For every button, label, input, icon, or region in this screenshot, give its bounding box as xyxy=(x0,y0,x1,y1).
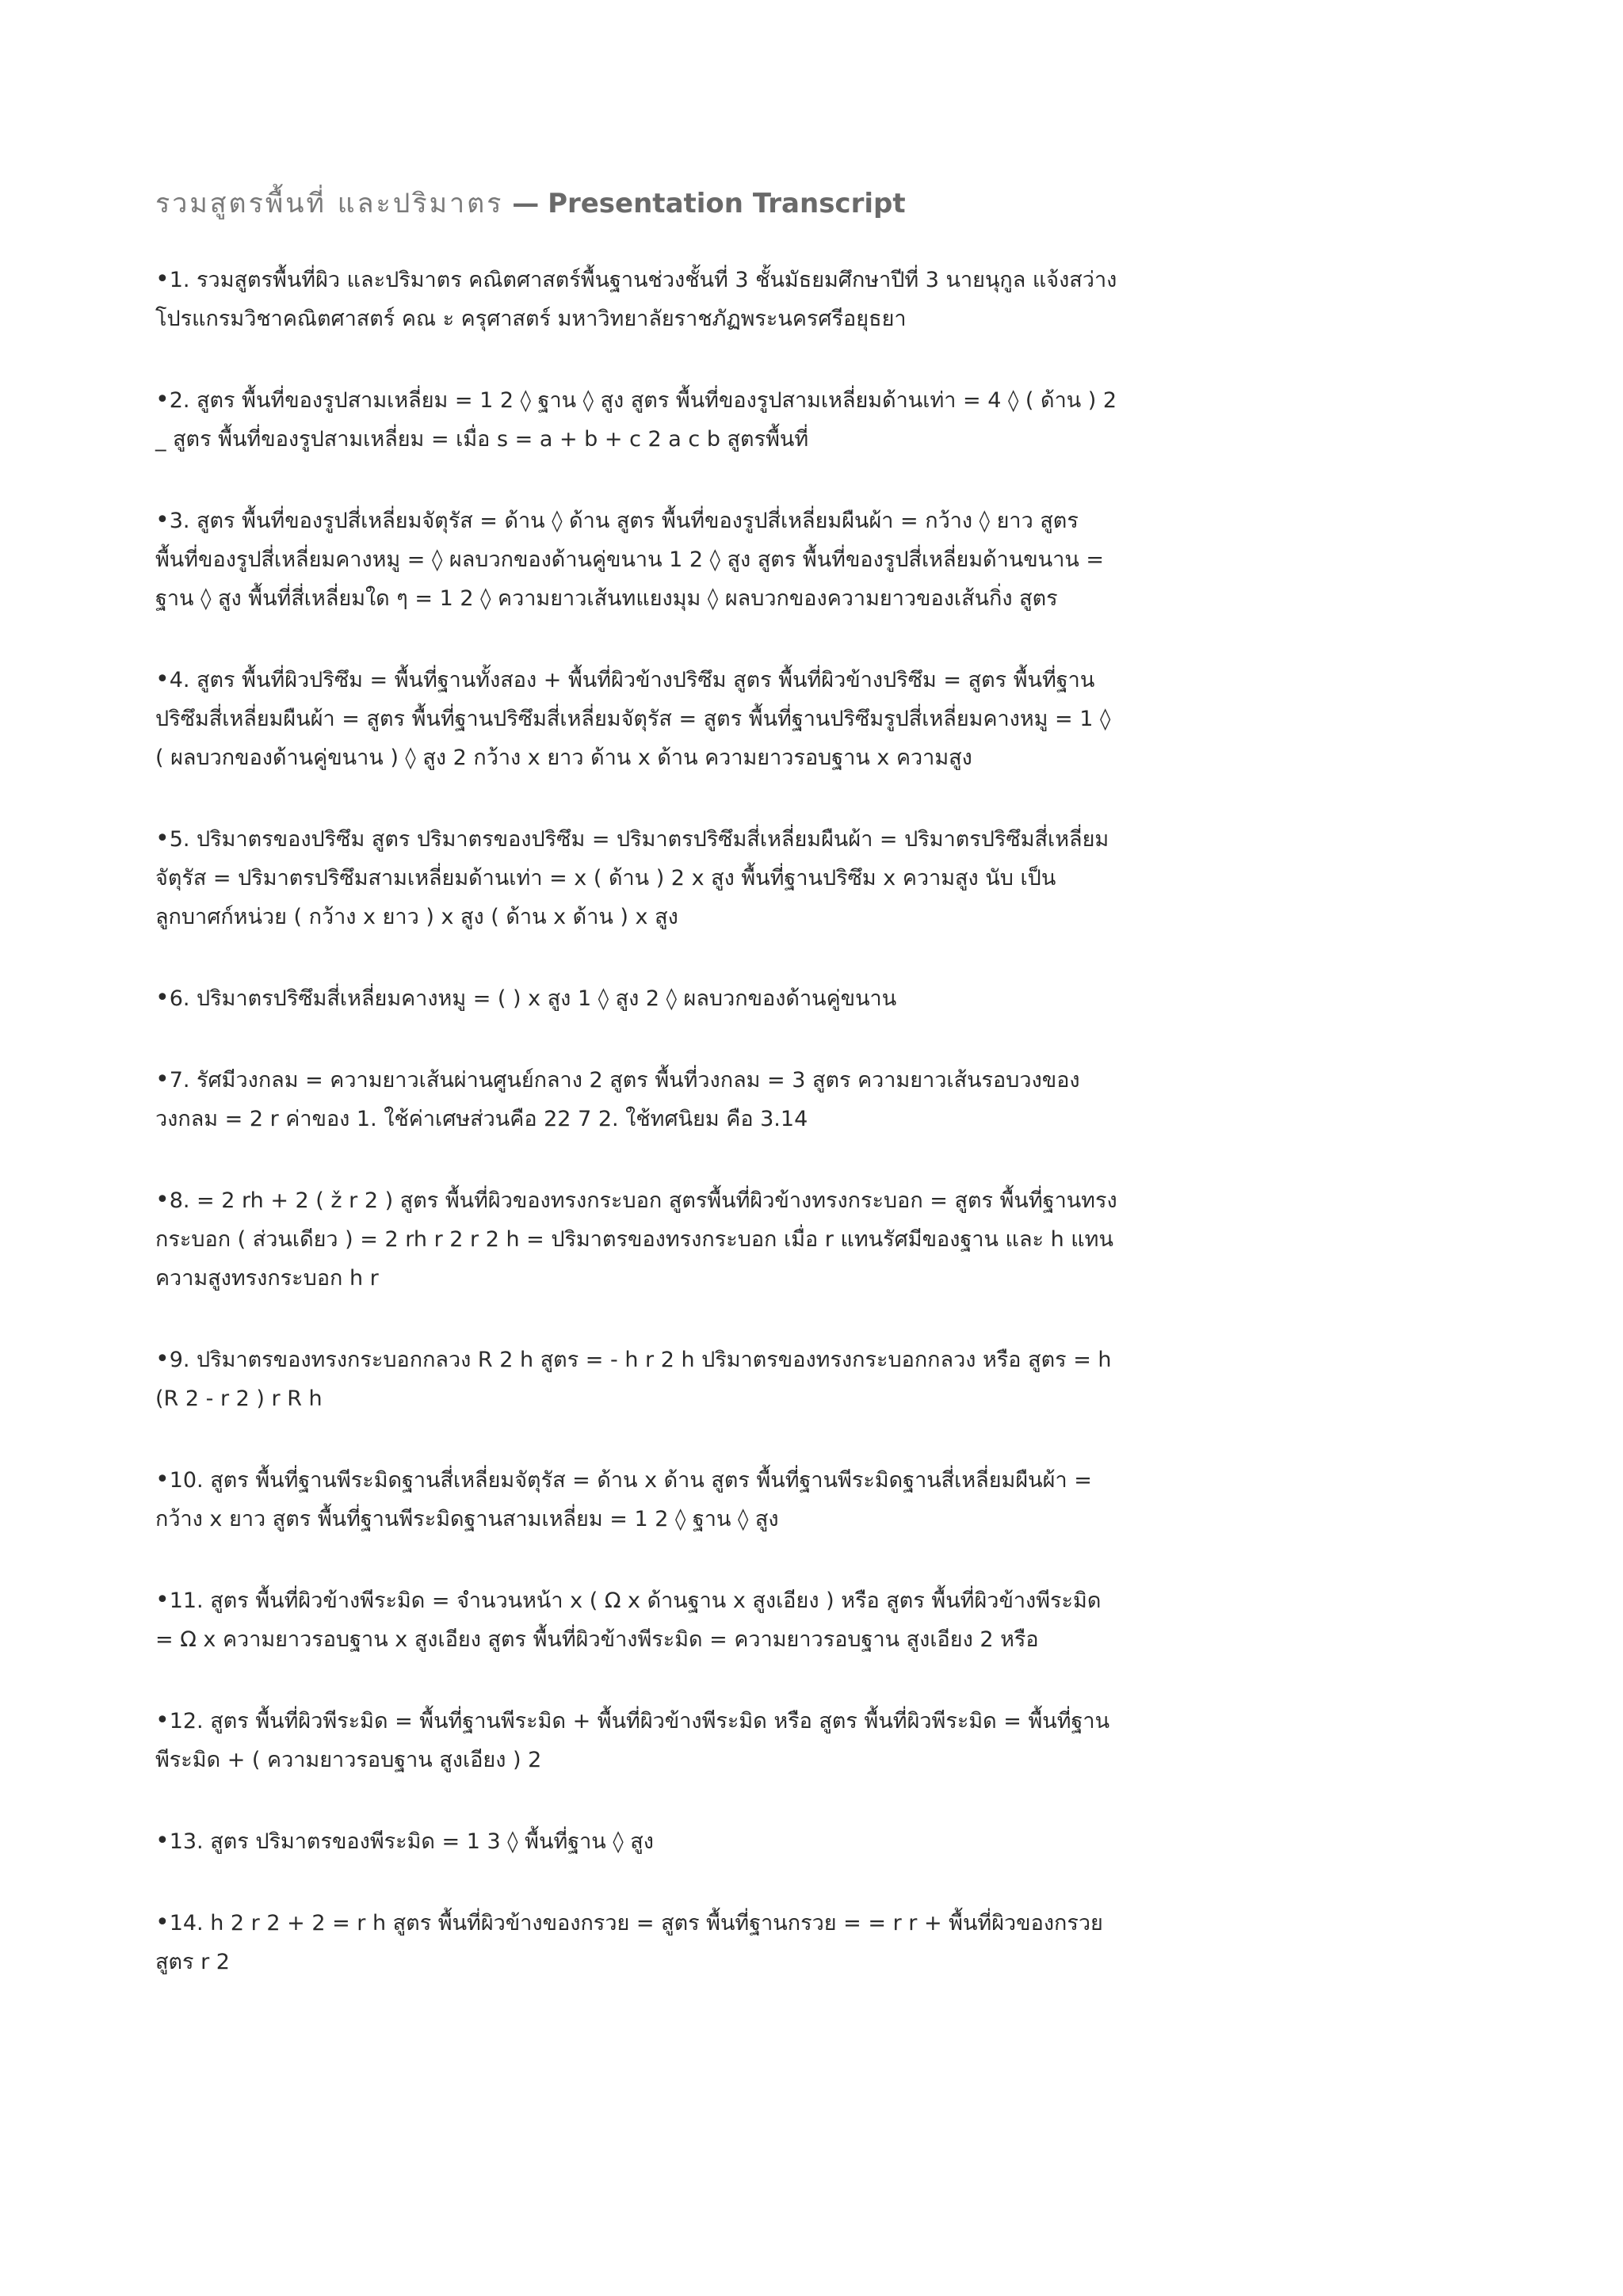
slide-item-1 xyxy=(155,260,1122,338)
slide-item-7 xyxy=(155,1060,1122,1138)
title-separator: — xyxy=(512,188,540,219)
slide-text: 12. สูตร พื้นที่ผิวพีระมิด = พื้นที่ฐานพีระมิด + พื้นที่ผิวข้างพีระมิด หรือ สูตร พื้นที่ผิวพีระมิด = พื้นที่ฐานพีระมิด + ( ความยาวรอบฐาน สูงเอียง ) 2 xyxy=(155,1709,1110,1772)
bullet-icon: • xyxy=(155,265,170,293)
slide-text: 5. ปริมาตรของปริซึม สูตร ปริมาตรของปริซึม = ปริมาตรปริซึมสี่เหลี่ยมผืนผ้า = ปริมาตรปริซึมสี่เหลี่ยมจัตุรัส = ปริมาตรปริซึมสามเหลี่ยมด้านเท่า = x ( ด้าน ) 2 x สูง พื้นที่ฐานปริซึม x ความสูง นับ เป็น ลูกบาศก์หน่วย ( กว้าง x ยาว ) x สูง ( ด้าน x ด้าน ) x สูง xyxy=(155,827,1109,929)
slide-text: 8. = 2 rh + 2 ( ž r 2 ) สูตร พื้นที่ผิวของทรงกระบอก สูตรพื้นที่ผิวข้างทรงกระบอก = สูตร พื้นที่ฐานทรงกระบอก ( ส่วนเดียว ) = 2 rh r 2 r 2 h = ปริมาตรของทรงกระบอก เมื่อ r แทนรัศมีของฐาน และ h แทนความสูงทรงกระบอก h r xyxy=(155,1188,1117,1291)
bullet-icon: • xyxy=(155,1186,170,1214)
bullet-icon: • xyxy=(155,1586,170,1614)
slide-item-3 xyxy=(155,501,1122,618)
bullet-icon: • xyxy=(155,1066,170,1093)
bullet-icon: • xyxy=(155,1345,170,1373)
slide-text: 3. สูตร พื้นที่ของรูปสี่เหลี่ยมจัตุรัส = ด้าน ◊ ด้าน สูตร พื้นที่ของรูปสี่เหลี่ยมผืนผ้า = กว้าง ◊ ยาว สูตร พื้นที่ของรูปสี่เหลี่ยมคางหมู = ◊ ผลบวกของด้านคู่ขนาน 1 2 ◊ สูง สูตร พื้นที่ของรูปสี่เหลี่ยมด้านขนาน = ฐาน ◊ สูง พื้นที่สี่เหลี่ยมใด ๆ = 1 2 ◊ ความยาวเส้นทแยงมุม ◊ ผลบวกของความยาวของเส้นกิ่ง สูตร xyxy=(155,509,1105,611)
slide-text: 1. รวมสูตรพื้นที่ผิว และปริมาตร คณิตศาสตร์พื้นฐานช่วงชั้นที่ 3 ชั้นมัธยมศึกษาปีที่ 3 นายนุกูล แจ้งสว่าง โปรแกรมวิชาคณิตศาสตร์ คณ ะ ครุศาสตร์ มหาวิทยาลัยราชภัฏพระนครศรีอยุธยา xyxy=(155,268,1117,331)
slide-text: 6. ปริมาตรปริซึมสี่เหลี่ยมคางหมู = ( ) x สูง 1 ◊ สูง 2 ◊ ผลบวกของด้านคู่ขนาน xyxy=(169,986,897,1011)
slide-item-12 xyxy=(155,1701,1122,1779)
slide-text: 10. สูตร พื้นที่ฐานพีระมิดฐานสี่เหลี่ยมจัตุรัส = ด้าน x ด้าน สูตร พื้นที่ฐานพีระมิดฐานสี่เหลี่ยมผืนผ้า = กว้าง x ยาว สูตร พื้นที่ฐานพีระมิดฐานสามเหลี่ยม = 1 2 ◊ ฐาน ◊ สูง xyxy=(155,1468,1092,1531)
slide-text: 9. ปริมาตรของทรงกระบอกกลวง R 2 h สูตร = - h r 2 h ปริมาตรของทรงกระบอกกลวง หรือ สูตร = h (R 2 - r 2 ) r R h xyxy=(155,1348,1112,1411)
bullet-icon: • xyxy=(155,506,170,534)
bullet-icon: • xyxy=(155,1707,170,1734)
bullet-icon: • xyxy=(155,666,170,693)
slide-text: 2. สูตร พื้นที่ของรูปสามเหลี่ยม = 1 2 ◊ ฐาน ◊ สูง สูตร พื้นที่ของรูปสามเหลี่ยมด้านเท่า = 4 ◊ ( ด้าน ) 2 _ สูตร พื้นที่ของรูปสามเหลี่ยม = เมื่อ s = a + b + c 2 a c b สูตรพื้นที่ xyxy=(155,388,1117,452)
slide-text: 13. สูตร ปริมาตรของพีระมิด = 1 3 ◊ พื้นที่ฐาน ◊ สูง xyxy=(169,1829,654,1854)
slide-item-13 xyxy=(155,1821,1122,1861)
slide-item-2 xyxy=(155,380,1122,459)
slide-item-11 xyxy=(155,1581,1122,1659)
transcript-page xyxy=(155,184,1122,2023)
bullet-icon: • xyxy=(155,1909,170,1936)
slide-text: 14. h 2 r 2 + 2 = r h สูตร พื้นที่ผิวข้างของกรวย = สูตร พื้นที่ฐานกรวย = = r r + พื้นที่ผิวของกรวย สูตร r 2 xyxy=(155,1911,1103,1974)
bullet-icon: • xyxy=(155,984,170,1012)
slide-item-9 xyxy=(155,1340,1122,1418)
slide-list xyxy=(155,260,1122,1981)
slide-item-6 xyxy=(155,978,1122,1018)
page-title xyxy=(155,184,1122,223)
slide-text: 11. สูตร พื้นที่ผิวข้างพีระมิด = จำนวนหน้า x ( Ω x ด้านฐาน x สูงเอียง ) หรือ สูตร พื้นที่ผิวข้างพีระมิด = Ω x ความยาวรอบฐาน x สูงเอียง สูตร พื้นที่ผิวข้างพีระมิด = ความยาวรอบฐาน สูงเอียง 2 หรือ xyxy=(155,1589,1102,1652)
slide-item-14 xyxy=(155,1903,1122,1981)
slide-item-5 xyxy=(155,819,1122,936)
slide-item-4 xyxy=(155,660,1122,777)
title-english: Presentation Transcript xyxy=(548,188,906,219)
slide-item-8 xyxy=(155,1180,1122,1298)
title-thai: รวมสูตรพื้นที่ และปริมาตร xyxy=(155,188,504,219)
bullet-icon: • xyxy=(155,1827,170,1855)
bullet-icon: • xyxy=(155,1466,170,1493)
slide-text: 4. สูตร พื้นที่ผิวปริซึม = พื้นที่ฐานทั้งสอง + พื้นที่ผิวข้างปริซึม สูตร พื้นที่ผิวข้างปริซึม = สูตร พื้นที่ฐานปริซึมสี่เหลี่ยมผืนผ้า = สูตร พื้นที่ฐานปริซึมสี่เหลี่ยมจัตุรัส = สูตร พื้นที่ฐานปริซึมรูปสี่เหลี่ยมคางหมู = 1 ◊ ( ผลบวกของด้านคู่ขนาน ) ◊ สูง 2 กว้าง x ยาว ด้าน x ด้าน ความยาวรอบฐาน x ความสูง xyxy=(155,668,1111,770)
slide-item-10 xyxy=(155,1460,1122,1539)
slide-text: 7. รัศมีวงกลม = ความยาวเส้นผ่านศูนย์กลาง 2 สูตร พื้นที่วงกลม = 3 สูตร ความยาวเส้นรอบวงของวงกลม = 2 r ค่าของ 1. ใช้ค่าเศษส่วนคือ 22 7 2. ใช้ทศนิยม คือ 3.14 xyxy=(155,1068,1080,1131)
bullet-icon: • xyxy=(155,386,170,414)
bullet-icon: • xyxy=(155,825,170,852)
